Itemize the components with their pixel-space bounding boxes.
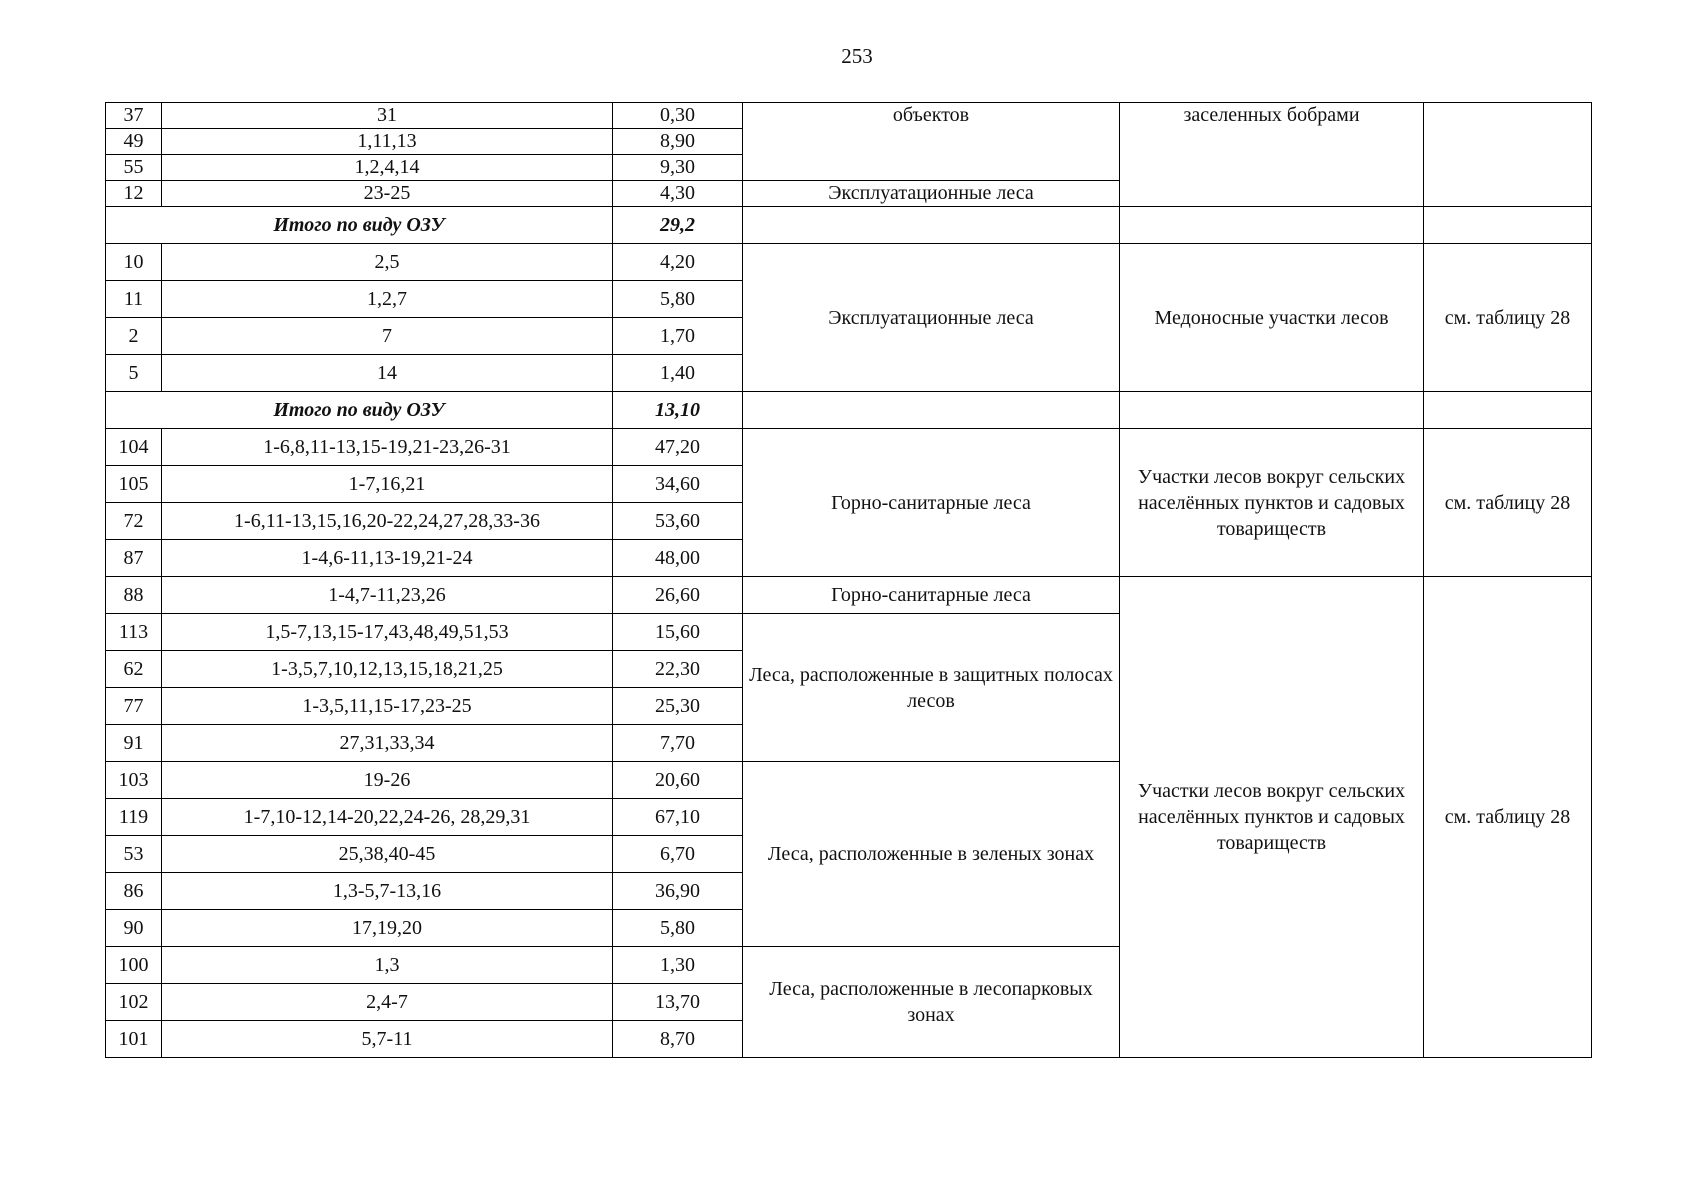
cell-area: 5,80	[613, 281, 743, 318]
cell-forest-category: Леса, расположенные в зеленых зонах	[743, 762, 1120, 947]
cell-forest-category: Леса, расположенные в лесопарковых зонах	[743, 947, 1120, 1058]
cell-quarter: 49	[106, 129, 162, 155]
cell-quarter: 102	[106, 984, 162, 1021]
cell-area: 1,30	[613, 947, 743, 984]
cell-protective-zone: заселенных бобрами	[1120, 103, 1424, 207]
cell-area: 4,30	[613, 181, 743, 207]
cell-forest-category: Горно-санитарные леса	[743, 429, 1120, 577]
cell-quarter: 37	[106, 103, 162, 129]
cell-area: 34,60	[613, 466, 743, 503]
cell-plots: 1-3,5,7,10,12,13,15,18,21,25	[162, 651, 613, 688]
table-row	[106, 244, 1592, 281]
cell-reference: см. таблицу 28	[1424, 577, 1592, 1058]
cell-plots: 1,3	[162, 947, 613, 984]
cell-quarter: 113	[106, 614, 162, 651]
cell-area: 15,60	[613, 614, 743, 651]
cell-quarter: 86	[106, 873, 162, 910]
empty-cell	[1424, 392, 1592, 429]
cell-protective-zone: Медоносные участки лесов	[1120, 244, 1424, 392]
cell-plots: 1-4,7-11,23,26	[162, 577, 613, 614]
cell-plots: 1-4,6-11,13-19,21-24	[162, 540, 613, 577]
cell-quarter: 5	[106, 355, 162, 392]
cell-plots: 1,2,4,14	[162, 155, 613, 181]
cell-area: 1,40	[613, 355, 743, 392]
cell-plots: 1-6,11-13,15,16,20-22,24,27,28,33-36	[162, 503, 613, 540]
empty-cell	[1120, 392, 1424, 429]
cell-plots: 7	[162, 318, 613, 355]
cell-quarter: 101	[106, 1021, 162, 1058]
cell-plots: 1-7,16,21	[162, 466, 613, 503]
cell-quarter: 103	[106, 762, 162, 799]
cell-area: 47,20	[613, 429, 743, 466]
cell-quarter: 88	[106, 577, 162, 614]
cell-area: 67,10	[613, 799, 743, 836]
total-value: 13,10	[613, 392, 743, 429]
cell-plots: 1-3,5,11,15-17,23-25	[162, 688, 613, 725]
table-row	[106, 103, 1592, 129]
total-row	[106, 392, 1592, 429]
cell-quarter: 12	[106, 181, 162, 207]
cell-plots: 31	[162, 103, 613, 129]
total-row	[106, 207, 1592, 244]
empty-cell	[743, 392, 1120, 429]
cell-protective-zone: Участки лесов вокруг сельских населённых пунктов и садовых товариществ	[1120, 429, 1424, 577]
cell-forest-category: Леса, расположенные в защитных полосах лесов	[743, 614, 1120, 762]
cell-plots: 5,7-11	[162, 1021, 613, 1058]
cell-quarter: 100	[106, 947, 162, 984]
cell-plots: 23-25	[162, 181, 613, 207]
cell-reference	[1424, 103, 1592, 207]
cell-area: 1,70	[613, 318, 743, 355]
cell-quarter: 87	[106, 540, 162, 577]
cell-area: 36,90	[613, 873, 743, 910]
cell-plots: 2,4-7	[162, 984, 613, 1021]
cell-quarter: 91	[106, 725, 162, 762]
cell-protective-zone: Участки лесов вокруг сельских населённых пунктов и садовых товариществ	[1120, 577, 1424, 1058]
cell-plots: 2,5	[162, 244, 613, 281]
cell-plots: 27,31,33,34	[162, 725, 613, 762]
total-value: 29,2	[613, 207, 743, 244]
cell-plots: 1-6,8,11-13,15-19,21-23,26-31	[162, 429, 613, 466]
cell-area: 5,80	[613, 910, 743, 947]
cell-area: 6,70	[613, 836, 743, 873]
cell-plots: 1,2,7	[162, 281, 613, 318]
cell-quarter: 53	[106, 836, 162, 873]
table-row	[106, 577, 1592, 614]
cell-forest-category: Горно-санитарные леса	[743, 577, 1120, 614]
cell-area: 25,30	[613, 688, 743, 725]
empty-cell	[743, 207, 1120, 244]
cell-area: 9,30	[613, 155, 743, 181]
page-number: 253	[841, 44, 873, 68]
total-label: Итого по виду ОЗУ	[106, 207, 613, 244]
cell-quarter: 104	[106, 429, 162, 466]
cell-quarter: 72	[106, 503, 162, 540]
cell-plots: 1,3-5,7-13,16	[162, 873, 613, 910]
cell-area: 22,30	[613, 651, 743, 688]
cell-quarter: 90	[106, 910, 162, 947]
cell-plots: 17,19,20	[162, 910, 613, 947]
cell-quarter: 62	[106, 651, 162, 688]
forest-areas-table	[105, 102, 1592, 1058]
cell-area: 53,60	[613, 503, 743, 540]
cell-plots: 14	[162, 355, 613, 392]
cell-forest-category: объектов	[743, 103, 1120, 181]
cell-area: 13,70	[613, 984, 743, 1021]
cell-plots: 1,5-7,13,15-17,43,48,49,51,53	[162, 614, 613, 651]
total-label: Итого по виду ОЗУ	[106, 392, 613, 429]
cell-quarter: 105	[106, 466, 162, 503]
cell-plots: 19-26	[162, 762, 613, 799]
cell-forest-category: Эксплуатационные леса	[743, 181, 1120, 207]
cell-quarter: 2	[106, 318, 162, 355]
cell-forest-category: Эксплуатационные леса	[743, 244, 1120, 392]
cell-quarter: 55	[106, 155, 162, 181]
empty-cell	[1424, 207, 1592, 244]
cell-area: 4,20	[613, 244, 743, 281]
cell-quarter: 77	[106, 688, 162, 725]
cell-plots: 1-7,10-12,14-20,22,24-26, 28,29,31	[162, 799, 613, 836]
cell-quarter: 11	[106, 281, 162, 318]
cell-area: 8,90	[613, 129, 743, 155]
cell-plots: 1,11,13	[162, 129, 613, 155]
cell-area: 0,30	[613, 103, 743, 129]
cell-quarter: 119	[106, 799, 162, 836]
cell-area: 48,00	[613, 540, 743, 577]
table-row	[106, 429, 1592, 466]
empty-cell	[1120, 207, 1424, 244]
cell-reference: см. таблицу 28	[1424, 429, 1592, 577]
cell-area: 26,60	[613, 577, 743, 614]
cell-plots: 25,38,40-45	[162, 836, 613, 873]
cell-area: 8,70	[613, 1021, 743, 1058]
cell-area: 7,70	[613, 725, 743, 762]
cell-reference: см. таблицу 28	[1424, 244, 1592, 392]
cell-area: 20,60	[613, 762, 743, 799]
cell-quarter: 10	[106, 244, 162, 281]
